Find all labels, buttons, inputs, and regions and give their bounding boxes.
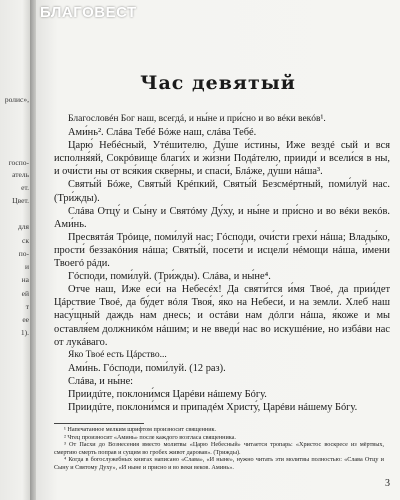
footnote: ³ От Пасхи до Вознесения вместо молитвы «Царю Небесный» читается тропарь: «Христос воскресе из мёртвых, смертию смерть поправ и сущим во гробех живот даровав». (Трижды).: [54, 441, 384, 456]
prayer-paragraph: Святы́й Бóже, Святы́й Крéпкий, Святы́й Безсмéртный, поми́луй нас. (Три́жды).: [54, 179, 390, 204]
previous-page-fragment: на: [21, 275, 29, 284]
book-page: [36, 0, 400, 500]
prayer-paragraph: Ами́нь. Гóсподи, поми́луй. (12 раз).: [68, 362, 226, 374]
page-number: 3: [385, 478, 390, 489]
prayer-paragraph: Ами́нь². Слáва Тебé Бóже наш, слáва Тебé.: [68, 127, 257, 139]
footnotes: [54, 426, 384, 472]
previous-page-fragment: т: [25, 302, 29, 311]
prayer-paragraph: Благословéн Бог наш, всегдá, и ны́не и при́сно и во вéки векóв¹.: [68, 114, 326, 124]
prayer-paragraph: Приидúте, поклони́мся Царéви нáшему Бóгу.: [68, 388, 267, 400]
previous-page-fragment: для: [17, 222, 29, 231]
watermark-logo: БЛАГОВЕСТ: [40, 4, 137, 21]
prayer-paragraph: Пресвятáя Трóице, поми́луй нас; Гóсподи, очи́сти грехи́ нáша; Влады́ко, прости́ беззакóния нáша; Святы́й, посети́ и исцели́ нéмощи нáша, и́мени Твоегó рáди.: [54, 231, 390, 270]
prayer-paragraph: Гóсподи, поми́луй. (Три́жды). Слáва, и ны́не⁴.: [68, 271, 271, 283]
footnote: ⁴ Когда в богослужебных книгах написано «Слава», «И ныне», нужно читать эти молитвы полностью: «Слава Отцу и Сыну и Святому Духу», «И ныне и присно и во веки веков. Аминь».: [54, 456, 384, 471]
previous-page-fragment: Цвет.: [12, 196, 29, 205]
previous-page-fragment: по-: [18, 249, 29, 258]
previous-page-fragment: и: [24, 262, 29, 271]
previous-page-edge: [0, 0, 32, 500]
page-title: Час девятый: [140, 72, 296, 94]
previous-page-fragment: ет.: [21, 183, 29, 192]
previous-page-fragment: ее: [22, 315, 29, 324]
prayer-paragraph: Слáва, и ны́не:: [68, 375, 134, 387]
footnote: ¹ Напечатанное мелким шрифтом произносит священник.: [64, 426, 217, 433]
previous-page-fragment: атель: [12, 170, 29, 179]
footnote: ² Чтец произносит «Аминь» после каждого возгласа священника.: [64, 433, 236, 441]
prayer-text: [54, 113, 390, 414]
prayer-paragraph: Яко Твоé есть Цáрство...: [68, 349, 167, 360]
previous-page-fragment: 1).: [20, 328, 29, 337]
previous-page-fragment: ск: [22, 236, 29, 245]
prayer-paragraph: Приидúте, поклони́мся и припадéм Христу́, Царéви нáшему Бóгу.: [68, 402, 358, 414]
prayer-paragraph: Отче наш, Иже еси́ на Небесéх! Да святи́тся и́мя Твоé, да прии́дет Цáрствие Твоé, да бу́дет вóля Твоя́, я́ко на Небеси́, и на земли́. Хлеб наш насу́щный даждь нам днесь; и остáви нам дóлги нáша, я́коже и мы оставля́ем должникóм нáшим; и не введи́ нас во искушéние, но избáви нас от лукáваго.: [54, 284, 390, 348]
prayer-paragraph: Царю́ Небéсный, Утéшителю, Ду́ше и́стины, Иже вездé сый и вся исполня́яй, Сокрóвище благи́х и жи́зни Подáтелю, прииди́ и всели́ся в ны, и очи́сти ны от вся́кия скве́рны, и спаси́, Блáже, ду́ши нáша³.: [54, 140, 390, 178]
footnote-divider: [54, 423, 144, 424]
previous-page-fragment: ей: [21, 289, 29, 298]
previous-page-fragment: госпо-: [8, 158, 29, 167]
prayer-paragraph: Слáва Отцу́ и Сы́ну и Святóму Ду́ху, и ны́не и при́сно и во вéки векóв. Ами́нь.: [54, 205, 390, 230]
previous-page-fragment: ролис»,: [4, 95, 29, 104]
